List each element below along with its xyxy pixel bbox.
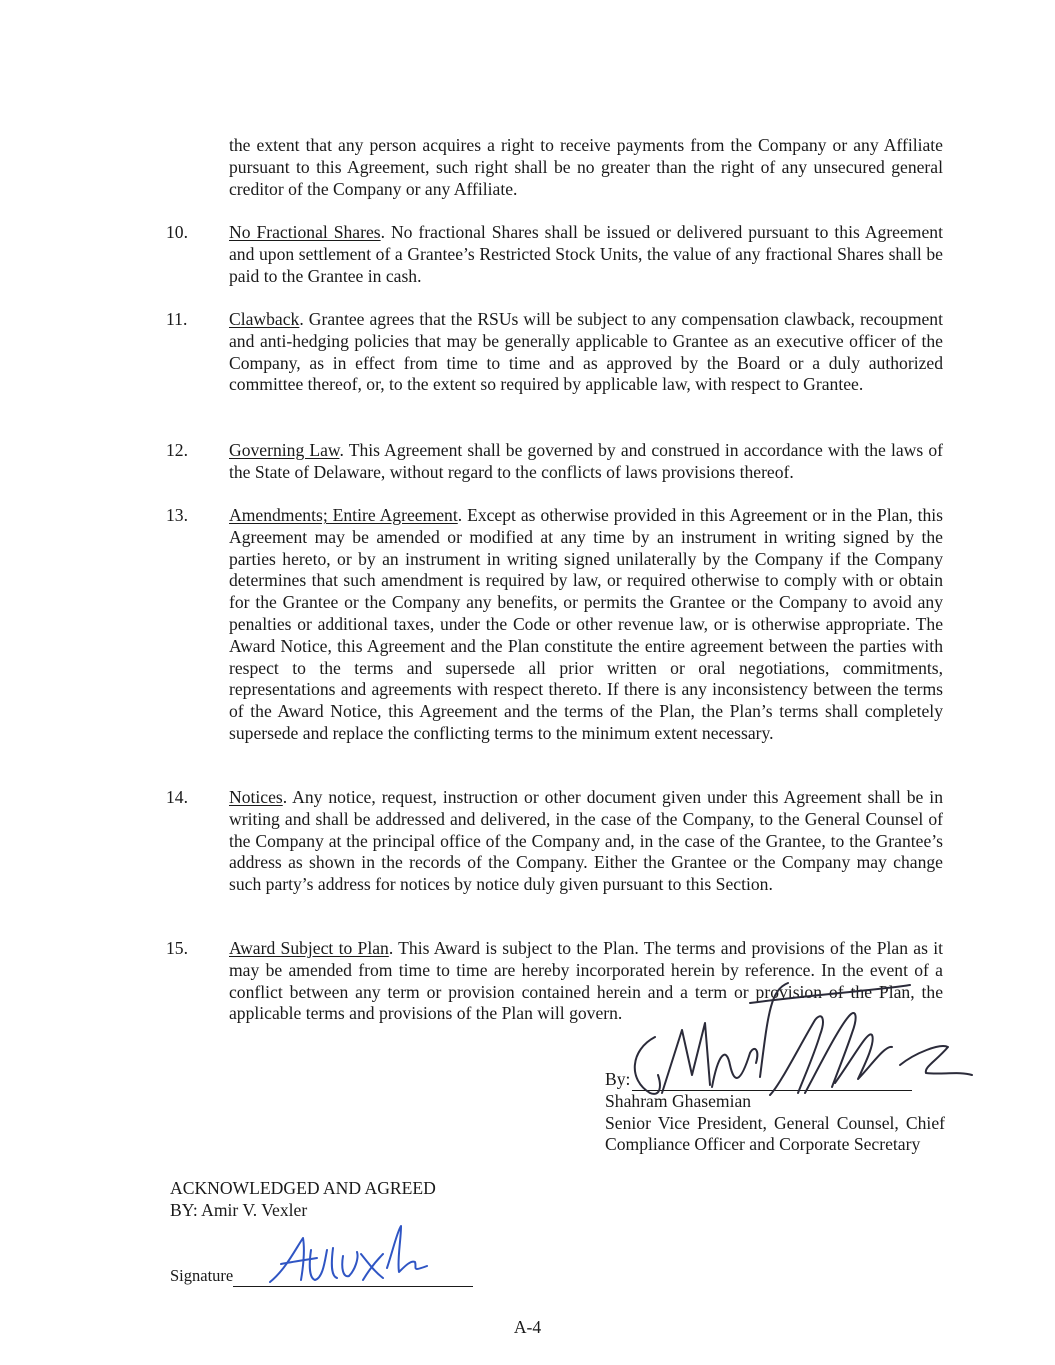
section-notices [229, 787, 943, 896]
section-number: 10. [166, 222, 188, 242]
section-body: . Grantee agrees that the RSUs will be subject to any compensation clawback, recoupment and anti-hedging policies that may be generally applicable to Grantee as an executive officer of the Company, as in effect from time to time and as approved by the Board or a duly authorized committee thereof, or, to the extent so required by applicable law, with respect to Grantee. [229, 309, 943, 395]
section-number: 12. [166, 440, 188, 460]
section-body: . No fractional Shares shall be issued or delivered pursuant to this Agreement and upon settlement of a Grantee’s Restricted Stock Units, the value of any fractional Shares shall be paid to the Grantee in cash. [229, 222, 943, 286]
signature-label: Signature [170, 1266, 234, 1285]
page-number: A-4 [513, 1317, 542, 1337]
acknowledgement-heading: ACKNOWLEDGED AND AGREED [170, 1178, 436, 1198]
section-heading: Clawback [229, 309, 300, 329]
section-body: . This Agreement shall be governed by and construed in accordance with the laws of the State of Delaware, without regard to the conflicts of laws provisions thereof. [229, 440, 943, 482]
section-body: . This Award is subject to the Plan. The terms and provisions of the Plan as it may be amended from time to time are hereby incorporated herein by reference. In the event of a conflict between any term or provision contained herein and a term or provision of the Plan, the applicable terms and provisions of the Plan will govern. [229, 938, 943, 1024]
section-amendments [229, 505, 943, 745]
signer-name: Shahram Ghasemian [605, 1090, 752, 1111]
section-heading: Notices [229, 787, 283, 807]
signer-title: Senior Vice President, General Counsel, Chief Compliance Officer and Corporate Secretary [605, 1112, 945, 1155]
section-number: 13. [166, 505, 188, 525]
acknowledgement-by-line: BY: Amir V. Vexler [170, 1200, 308, 1220]
section-body: . Any notice, request, instruction or other document given under this Agreement shall be in writing and shall be addressed and delivered, in the case of the Company, to the General Counsel of the Company at the principal office of the Company and, in the case of the Grantee, to the Grantee’s address as shown in the records of the Company. Either the Grantee or the Company may change such party’s address for notices by notice duly given pursuant to this Section. [229, 787, 943, 895]
continuation-paragraph: the extent that any person acquires a right to receive payments from the Company or any Affiliate pursuant to this Agreement, such right shall be no greater than the right of any unsecured general creditor of the Company or any Affiliate. [229, 135, 943, 199]
section-governing-law [229, 440, 943, 484]
section-heading: Amendments; Entire Agreement [229, 505, 458, 525]
section-heading: Governing Law [229, 440, 340, 460]
section-clawback [229, 309, 943, 396]
section-body: . Except as otherwise provided in this Agreement or in the Plan, this Agreement may be amended or modified at any time by an instrument in writing signed by the parties hereto, or by an instrument in writing signed unilaterally by the Company if the Company determines that such amendment is required by law, or required otherwise to comply with or obtain for the Grantee or the Company any benefits, or permits the Grantee or the Company to avoid any penalties or additional taxes, under the Code or other revenue law, or is otherwise appropriate. The Award Notice, this Agreement and the Plan constitute the entire agreement between the parties with respect to the terms and supersede all prior written or oral negotiations, commitments, representations and agreements with respect thereto. If there is any inconsistency between the terms of the Award Notice, this Agreement and the terms of the Plan, the Plan’s terms shall completely supersede and replace the conflicting terms to the minimum extent necessary. [229, 505, 943, 743]
section-heading: No Fractional Shares [229, 222, 381, 242]
section-number: 11. [166, 309, 188, 329]
grantee-handwritten-signature [265, 1220, 435, 1290]
section-number: 15. [166, 938, 188, 958]
by-label: By: [605, 1069, 631, 1089]
section-no-fractional-shares [229, 222, 943, 287]
section-number: 14. [166, 787, 188, 807]
company-handwritten-signature [600, 975, 980, 1115]
section-heading: Award Subject to Plan [229, 938, 389, 958]
